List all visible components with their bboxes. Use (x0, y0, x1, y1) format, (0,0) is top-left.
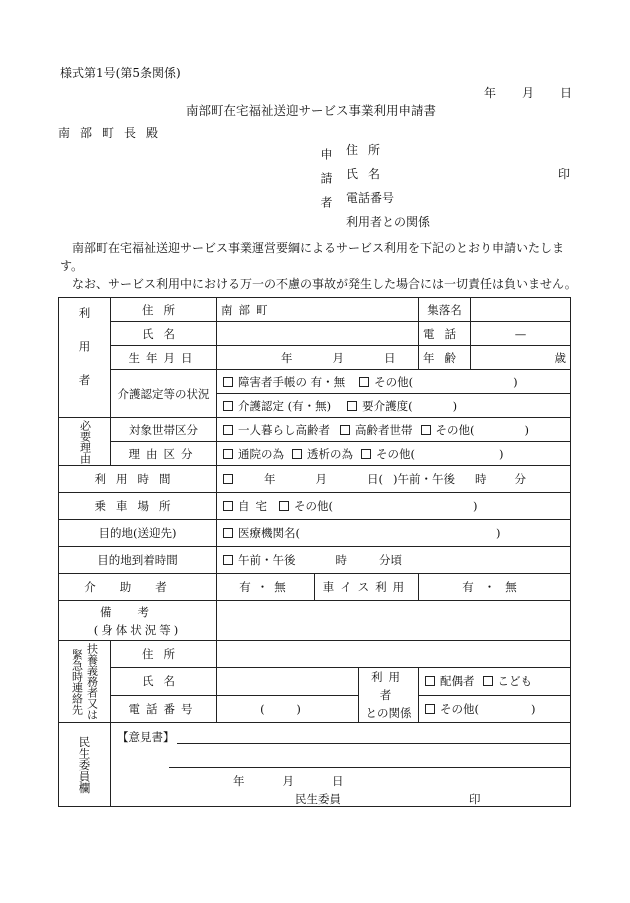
applicant-seal: 印 (558, 167, 571, 181)
welfare-row (59, 723, 571, 807)
guardian-relation-row-2: その他( ) (419, 695, 571, 723)
checkbox-care-certification (223, 401, 233, 411)
assist-label: 介助者 (59, 574, 217, 601)
checkbox-category-other (361, 449, 371, 459)
care-line-1: 障害者手帳の 有・無 その他( ) (217, 370, 571, 394)
user-birth-row (59, 346, 571, 370)
checkbox-care-other (359, 377, 369, 387)
form-number: 様式第1号(第5条関係) (60, 66, 181, 80)
destination-value: 医療機関名( ) (217, 520, 571, 547)
checkbox-hospital-visit (223, 449, 233, 459)
welfare-group-label: 民生委員欄 (59, 723, 111, 807)
destination-label: 目的地(送迎先) (59, 520, 217, 547)
guardian-group-label: 緊急時連絡先 扶養義務者又は (59, 641, 111, 723)
care-status-label: 介護認定等の状況 (111, 370, 217, 418)
checkbox-arrival-time (223, 555, 233, 565)
age-unit: 歳 (471, 346, 571, 370)
arrival-value: 午前・午後 時 分頃 (217, 547, 571, 574)
usage-time-row (59, 466, 571, 493)
wheelchair-label: 車イス利用 (315, 574, 419, 601)
household-options: 一人暮らし高齢者 高齢者世帯 その他( ) (217, 418, 571, 442)
household-row (59, 418, 571, 442)
user-group-label: 利用者 (59, 298, 111, 418)
form-title: 南部町在宅福祉送迎サービス事業利用申請書 (186, 103, 437, 118)
birth-value: 年 月 日 (217, 346, 419, 370)
checkbox-boarding-other (279, 501, 289, 511)
boarding-label: 乗車場所 (59, 493, 217, 520)
arrival-row (59, 547, 571, 574)
wheelchair-value: 有・無 (419, 574, 571, 601)
header-date-month: 月 (522, 86, 535, 100)
user-name-value (217, 322, 419, 346)
intro-line-2: す。 (60, 259, 84, 273)
applicant-address-label: 住所 (346, 143, 391, 157)
intro-line-1: 南部町在宅福祉送迎サービス事業運営要綱によるサービス利用を下記のとおり申請いたしま (72, 241, 565, 255)
checkbox-dialysis (292, 449, 302, 459)
category-row (59, 442, 571, 466)
village-value (471, 298, 571, 322)
guardian-address-row (59, 641, 571, 668)
opinion-line-2 (169, 767, 570, 768)
addressee: 南部町長殿 (58, 126, 169, 140)
checkbox-care-level (347, 401, 357, 411)
guardian-phone-value: ( ) (217, 695, 359, 723)
header-date-day: 日 (560, 86, 573, 100)
care-line-2: 介護認定 (有・無) 要介護度( ) (217, 394, 571, 418)
user-address-value: 南部町 (217, 298, 419, 322)
household-label: 対象世帯区分 (111, 418, 217, 442)
usage-time-label: 利用時間 (59, 466, 217, 493)
user-address-row (59, 298, 571, 322)
category-options: 通院の為 透析の為 その他( ) (217, 442, 571, 466)
checkbox-medical-institution (223, 528, 233, 538)
arrival-label: 目的地到着時間 (59, 547, 217, 574)
checkbox-disability-handbook (223, 377, 233, 387)
remarks-label: 備考 (身体状況等) (59, 601, 217, 641)
user-phone-label: 電話 (419, 322, 471, 346)
applicant-relation-label: 利用者との関係 (346, 215, 431, 229)
boarding-row (59, 493, 571, 520)
user-phone-dash: — (471, 322, 571, 346)
reason-group-label: 必要理由 (59, 418, 111, 466)
guardian-relation-row-1: 配偶者 こども (419, 668, 571, 696)
destination-row (59, 520, 571, 547)
guardian-phone-label: 電話番号 (111, 695, 217, 723)
user-address-label: 住所 (111, 298, 217, 322)
care-row-1 (59, 370, 571, 394)
guardian-relation-label: 利用者 との関係 (359, 668, 419, 723)
usage-time-value: 年 月 日( )午前・午後 時 分 (217, 466, 571, 493)
assist-value: 有・無 (217, 574, 315, 601)
checkbox-elderly-household (340, 425, 350, 435)
village-label: 集落名 (419, 298, 471, 322)
checkbox-boarding-home (223, 501, 233, 511)
birth-label: 生年月日 (111, 346, 217, 370)
checkbox-relation-other (425, 704, 435, 714)
guardian-phone-row (59, 695, 571, 723)
guardian-name-row (59, 668, 571, 696)
intro-line-3: なお、サービス利用中における万一の不慮の事故が発生した場合には一切責任は負いません。 (72, 277, 577, 291)
user-name-row (59, 322, 571, 346)
applicant-name-label: 氏名 (346, 167, 391, 181)
welfare-commissioner-signature: 民生委員 印 (295, 792, 481, 806)
applicant-phone-label: 電話番号 (346, 191, 395, 205)
application-table (58, 297, 571, 807)
user-name-label: 氏名 (111, 322, 217, 346)
category-label: 理由区分 (111, 442, 217, 466)
checkbox-living-alone (223, 425, 233, 435)
applicant-vertical-label: 申請者 (319, 148, 333, 220)
assist-row (59, 574, 571, 601)
guardian-name-label: 氏名 (111, 668, 217, 696)
header-date-year: 年 (484, 86, 497, 100)
opinion-line-1 (177, 743, 570, 744)
welfare-opinion-area (111, 723, 571, 807)
guardian-address-value (217, 641, 571, 668)
remarks-row (59, 601, 571, 641)
checkbox-usage-time (223, 474, 233, 484)
guardian-address-label: 住所 (111, 641, 217, 668)
remarks-value (217, 601, 571, 641)
guardian-name-value (217, 668, 359, 696)
age-label: 年齢 (419, 346, 471, 370)
boarding-options: 自宅 その他( ) (217, 493, 571, 520)
opinion-heading: 【意見書】 (117, 730, 175, 744)
checkbox-spouse (425, 676, 435, 686)
checkbox-household-other (421, 425, 431, 435)
welfare-date: 年 月 日 (233, 774, 344, 788)
checkbox-child (483, 676, 493, 686)
